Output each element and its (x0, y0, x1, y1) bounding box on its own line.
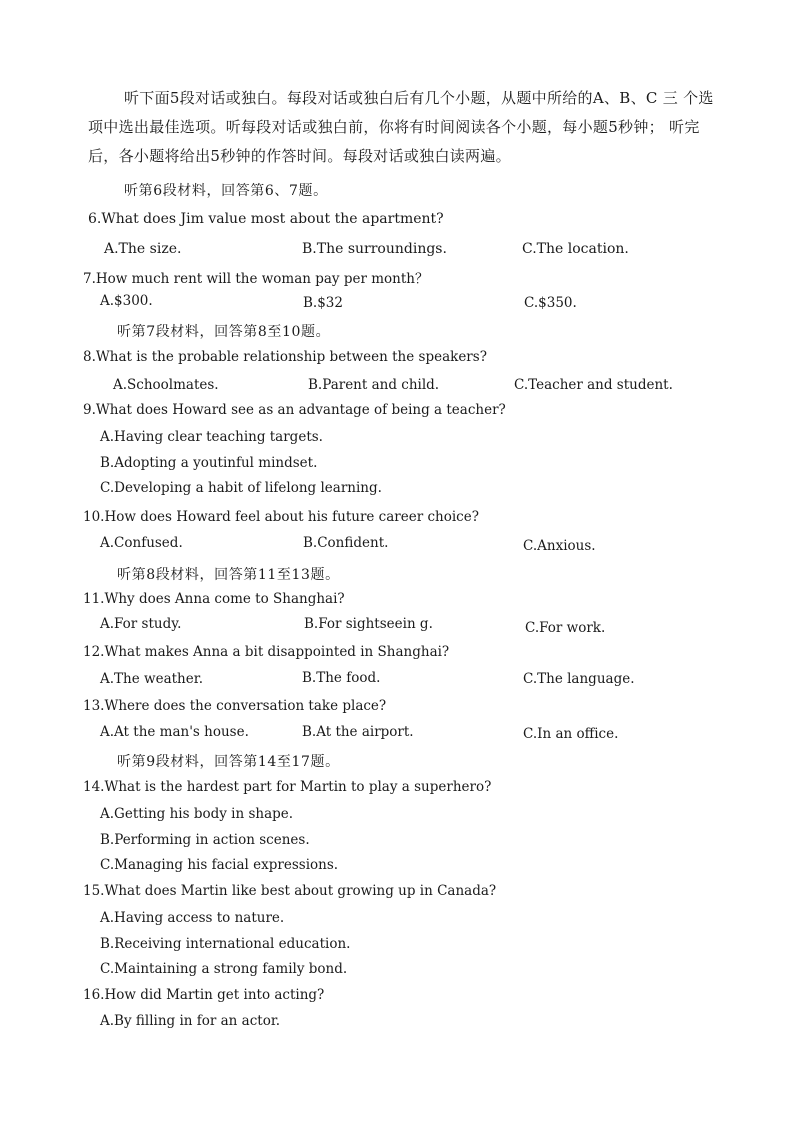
q7-option-b: B.$32 (303, 295, 343, 311)
question-9: 9.What does Howard see as an advantage of being a teacher? (83, 402, 506, 418)
q10-option-a: A.Confused. (100, 535, 183, 551)
q7-option-a: A.$300. (100, 293, 153, 309)
q15-option-b: B.Receiving international education. (100, 936, 351, 952)
question-13: 13.Where does the conversation take place? (83, 698, 387, 714)
question-14: 14.What is the hardest part for Martin to play a superhero? (83, 779, 492, 795)
q13-option-c: C.In an office. (523, 726, 619, 742)
q10-option-c: C.Anxious. (523, 538, 596, 554)
question-8: 8.What is the probable relationship between the speakers? (83, 349, 487, 365)
q14-option-c: C.Managing his facial expressions. (100, 857, 339, 873)
q12-option-b: B.The food. (302, 670, 381, 686)
question-6: 6.What does Jim value most about the apartment? (88, 211, 444, 227)
q6-option-a: A.The size. (104, 241, 182, 257)
q15-option-a: A.Having access to nature. (100, 910, 285, 926)
q8-option-c: C.Teacher and student. (514, 377, 673, 393)
q12-option-a: A.The weather. (100, 671, 203, 687)
question-15: 15.What does Martin like best about growing up in Canada? (83, 883, 497, 899)
instructions-text: 听下面5段对话或独白。每段对话或独白后有几个小题，从题中所给的A、B、C 三 个选项中选出最佳选项。听每段对话或独白前，你将有时间阅读各个小题，每小题5秒钟； 听完后，各小题将给出5秒钟的作答时间。每段对话或独白读两遍。 (88, 89, 714, 165)
q13-option-a: A.At the man's house. (100, 724, 249, 740)
section-6-heading: 听第6段材料，回答第6、7题。 (124, 183, 328, 199)
section-7-heading: 听第7段材料，回答第8至10题。 (117, 324, 331, 340)
q11-option-a: A.For study. (100, 616, 182, 632)
q15-option-c: C.Maintaining a strong family bond. (100, 961, 348, 977)
q11-option-c: C.For work. (525, 620, 606, 636)
q14-option-a: A.Getting his body in shape. (100, 806, 294, 822)
question-11: 11.Why does Anna come to Shanghai? (83, 591, 345, 607)
question-7: 7.How much rent will the woman pay per month？ (83, 271, 429, 287)
q11-option-b: B.For sightseein g. (304, 616, 433, 632)
q13-option-b: B.At the airport. (302, 724, 414, 740)
q9-option-a: A.Having clear teaching targets. (100, 429, 323, 445)
question-10: 10.How does Howard feel about his future career choice? (83, 509, 479, 525)
q7-option-c: C.$350. (524, 295, 577, 311)
q12-option-c: C.The language. (523, 671, 635, 687)
q10-option-b: B.Confident. (303, 535, 389, 551)
q9-option-b: B.Adopting a youtinful mindset. (100, 455, 318, 471)
q16-option-a: A.By filling in for an actor. (100, 1013, 281, 1029)
instructions-paragraph (88, 84, 718, 171)
q14-option-b: B.Performing in action scenes. (100, 832, 310, 848)
section-9-heading: 听第9段材料，回答第14至17题。 (117, 754, 340, 770)
q8-option-a: A.Schoolmates. (113, 377, 219, 393)
section-8-heading: 听第8段材料，回答第11至13题。 (117, 567, 340, 583)
question-16: 16.How did Martin get into acting? (83, 987, 325, 1003)
question-12: 12.What makes Anna a bit disappointed in Shanghai? (83, 644, 450, 660)
q8-option-b: B.Parent and child. (308, 377, 440, 393)
q6-option-c: C.The location. (522, 241, 629, 257)
q9-option-c: C.Developing a habit of lifelong learning. (100, 480, 382, 496)
q6-option-b: B.The surroundings. (302, 241, 447, 257)
